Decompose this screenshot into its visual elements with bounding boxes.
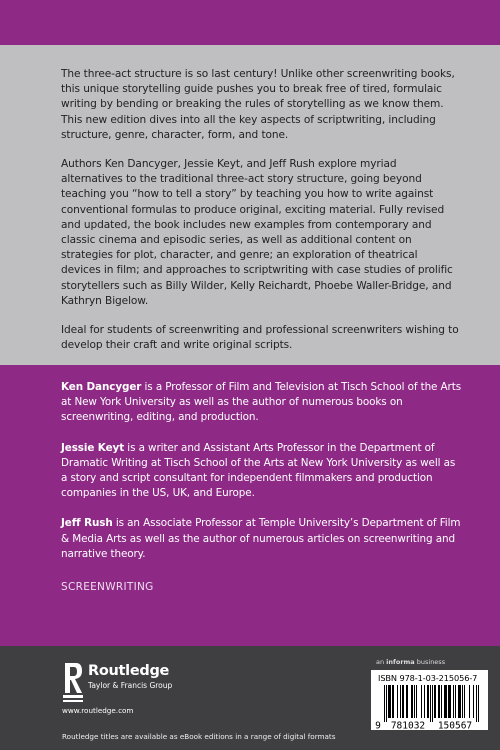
barcode-bar bbox=[444, 685, 445, 718]
barcode-bar bbox=[453, 685, 454, 718]
barcode-bar bbox=[458, 685, 459, 718]
author-name: Jessie Keyt bbox=[61, 441, 125, 454]
isbn-number: ISBN 978-1-03-215056-7 bbox=[378, 673, 478, 683]
barcode-guard-bar bbox=[432, 685, 433, 722]
barcode-bar bbox=[445, 685, 446, 718]
barcode-bar bbox=[428, 685, 429, 718]
barcode-bar bbox=[460, 685, 461, 718]
synopsis-paragraph-2: Authors Ken Dancyger, Jessie Keyt, and Jeff Rush explore myriad alternatives to the traditional three-act story structure, going beyond teaching you “how to tell a story” by teaching you how to write against conventional formulas to produce original, exciting material. Fully revised and updated, the book includes new examples from contemporary and classic cinema and episodic series, as well as additional content on strategies for plot, character, and genre; an exploration of theatrical devices in film; and approaches to scriptwriting with case studies of prolific storytellers such as Billy Wilder, Kelly Reichardt, Phoebe Waller-Bridge, and Kathryn Bigelow. bbox=[61, 158, 453, 307]
barcode-bar bbox=[435, 685, 436, 718]
routledge-logo-icon bbox=[62, 660, 84, 704]
barcode-guard-bar bbox=[478, 685, 479, 722]
barcode-guard-bar bbox=[386, 685, 387, 722]
barcode-bar bbox=[412, 685, 413, 718]
barcode-bar bbox=[455, 685, 456, 718]
author-bio-ken bbox=[61, 380, 464, 426]
barcode-bar bbox=[388, 685, 389, 718]
barcode-bar bbox=[411, 685, 412, 718]
barcode-bar bbox=[462, 685, 463, 718]
synopsis-paragraph-3: Ideal for students of screenwriting and professional screenwriters wishing to develop their craft and write original scripts. bbox=[61, 324, 459, 352]
barcode-bar bbox=[416, 685, 417, 718]
barcode-bar bbox=[403, 685, 404, 718]
barcode-bar bbox=[434, 685, 435, 718]
barcode-bar bbox=[464, 685, 465, 718]
author-bio-jeff bbox=[61, 516, 464, 562]
barcode-bar bbox=[392, 685, 393, 718]
informa-brand: informa bbox=[386, 658, 415, 666]
barcode-bar bbox=[441, 685, 442, 718]
barcode-bar bbox=[407, 685, 408, 718]
barcode-bar bbox=[439, 685, 440, 718]
author-bio-text: is a Professor of Film and Television at Tisch School of the Arts at New York University as well as the author of numerous books on screenwriting, editing, and production. bbox=[61, 381, 462, 424]
publisher-group: Taylor & Francis Group bbox=[88, 681, 173, 690]
top-color-band bbox=[0, 0, 500, 45]
barcode-bar bbox=[397, 685, 398, 718]
barcode-bar bbox=[402, 685, 403, 718]
barcode-bar bbox=[427, 685, 428, 718]
barcode-bar bbox=[390, 685, 391, 718]
barcode-bar bbox=[459, 685, 460, 718]
barcode-bar bbox=[446, 685, 447, 718]
author-bio-jessie bbox=[61, 441, 464, 502]
category-label: SCREENWRITING bbox=[61, 581, 154, 594]
barcode-bar bbox=[421, 685, 422, 718]
barcode-bar bbox=[400, 685, 401, 718]
author-name: Jeff Rush bbox=[61, 517, 113, 530]
synopsis-panel bbox=[0, 45, 500, 365]
barcode-bar bbox=[438, 685, 439, 718]
publisher-name: Routledge bbox=[88, 663, 170, 679]
barcode-bar bbox=[448, 685, 449, 718]
publisher-footer bbox=[0, 646, 500, 750]
barcode-bar bbox=[469, 685, 470, 718]
barcode-guard-bar bbox=[384, 685, 385, 722]
informa-business-tag: an informa business bbox=[376, 658, 446, 666]
barcode-bars bbox=[373, 684, 486, 730]
barcode-bar bbox=[424, 685, 425, 718]
author-name: Ken Dancyger bbox=[61, 381, 142, 393]
barcode-bar bbox=[450, 685, 451, 718]
barcode-digits: 9 bbox=[375, 720, 381, 730]
barcode-digits: 781032 bbox=[390, 720, 426, 730]
publisher-website: www.routledge.com bbox=[62, 706, 134, 715]
ebook-availability-note: Routledge titles are available as eBook editions in a range of digital formats bbox=[62, 732, 336, 741]
barcode-bar bbox=[389, 685, 390, 718]
barcode-bar bbox=[473, 685, 474, 718]
barcode-guard-bar bbox=[430, 685, 431, 722]
author-bio-text: is an Associate Professor at Temple University’s Department of Film & Media Arts as well as the author of numerous articles on screenwriting and narrative theory. bbox=[61, 517, 461, 560]
barcode-bar bbox=[449, 685, 450, 718]
barcode-digits: 150567 bbox=[437, 720, 473, 730]
barcode-guard-bar bbox=[476, 685, 477, 722]
barcode-bar bbox=[406, 685, 407, 718]
synopsis-paragraph-1: The three-act structure is so last century! Unlike other screenwriting books, this unique storytelling guide pushes you to break free of tired, formulaic writing by bending or breaking the rules of storytelling as we know them. This new edition dives into all the key aspects of scriptwriting, including structure, genre, character, form, and tone. bbox=[61, 68, 455, 141]
author-bio-text: is a writer and Assistant Arts Professor in the Department of Dramatic Writing at Tisch School of the Arts at New York University as well as a story and script consultant for independent filmmakers and production companies in the US, UK, and Europe. bbox=[61, 441, 456, 500]
isbn-barcode bbox=[371, 670, 488, 730]
author-bios-panel bbox=[0, 365, 500, 646]
barcode-bar bbox=[393, 685, 394, 718]
barcode-bar bbox=[414, 685, 415, 718]
